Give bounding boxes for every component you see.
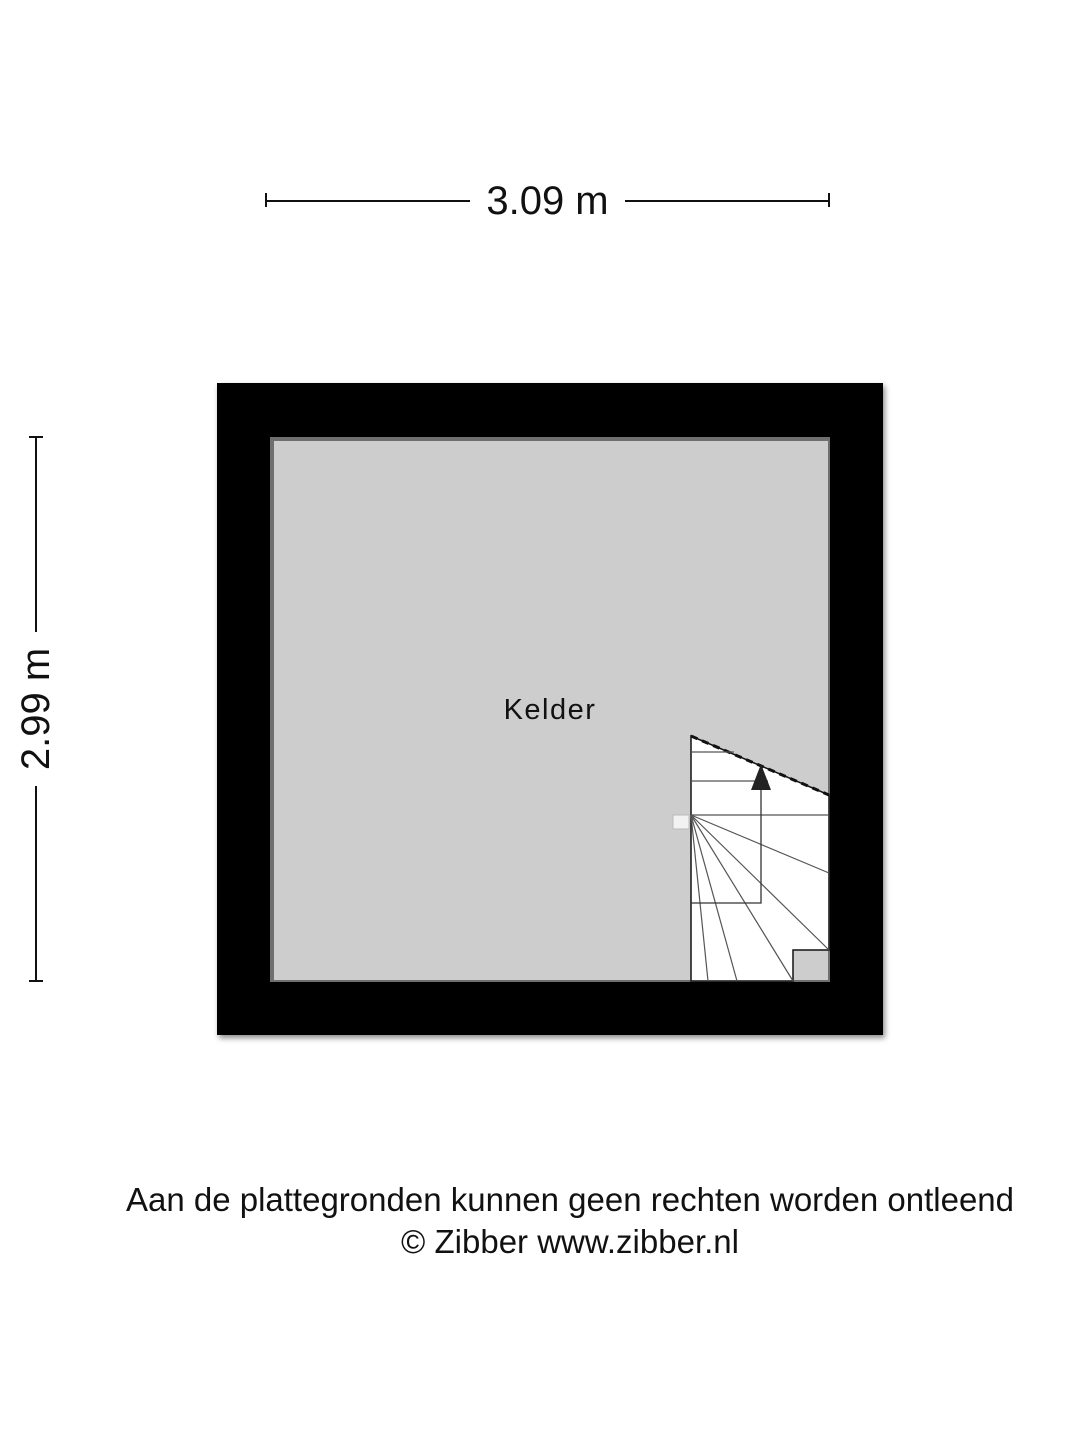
stair-post <box>673 815 689 829</box>
disclaimer-text: Aan de plattegronden kunnen geen rechten worden ontleend <box>125 1181 1015 1218</box>
height-dimension-label: 2.99 m <box>14 647 58 771</box>
copyright-text: © Zibber www.zibber.nl <box>401 1223 739 1260</box>
width-dimension-label: 3.09 m <box>486 179 609 223</box>
room-label: Kelder <box>503 694 597 726</box>
